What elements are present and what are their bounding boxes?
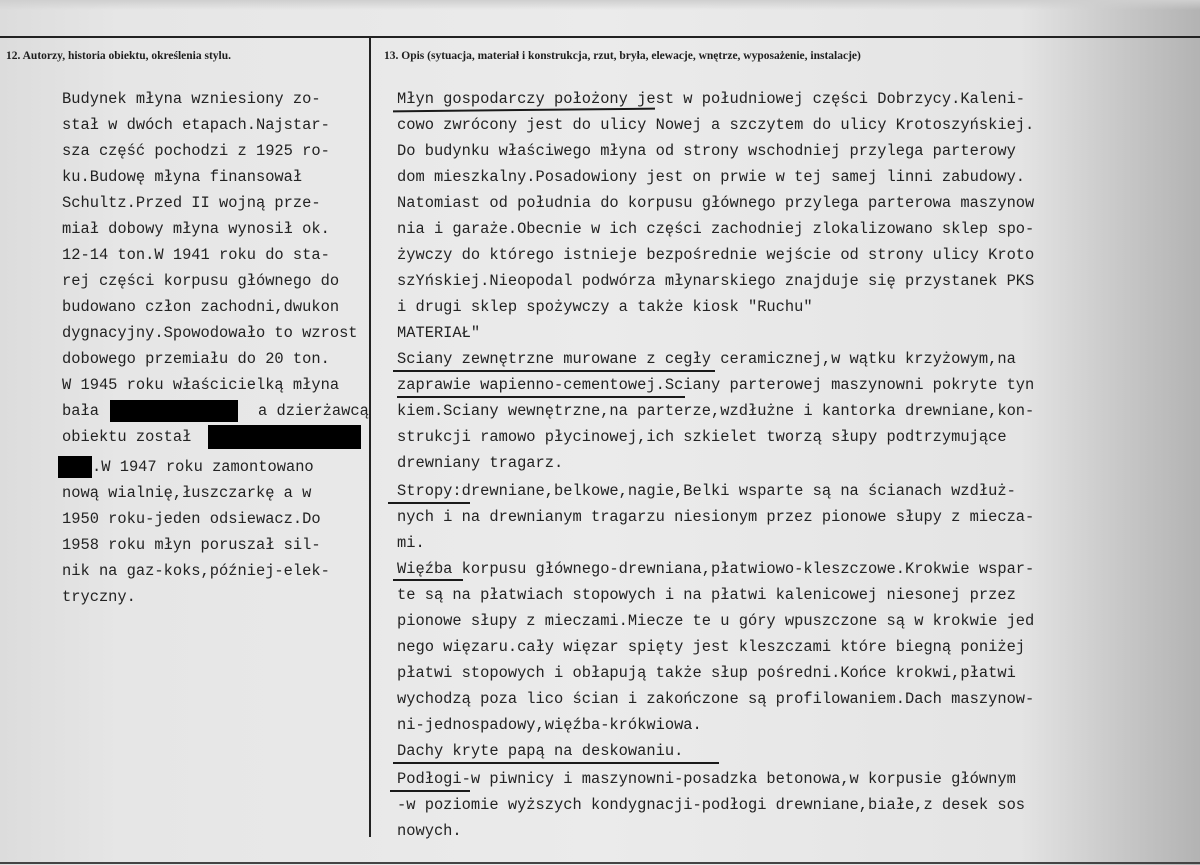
- description-line: szYńskiej.Nieopodal podwórza młynarskiego znajduje się przystanek PKS: [397, 272, 1035, 290]
- history-line: .W 1947 roku zamontowano: [92, 458, 314, 476]
- description-line: drewniany tragarz.: [397, 454, 564, 472]
- top-rule: [0, 36, 1200, 38]
- redaction-bar: [208, 425, 361, 449]
- history-line: 1958 roku młyn poruszał sil-: [62, 536, 321, 554]
- handwritten-underline: [393, 108, 655, 113]
- column-divider: [369, 37, 371, 837]
- description-line: nia i garaże.Obecnie w ich części zachodniej zlokalizowano sklep spo-: [397, 220, 1035, 238]
- section-13-header: 13. Opis (sytuacja, materiał i konstrukcja, rzut, bryła, elewacje, wnętrze, wyposażenie, instalacje): [384, 50, 861, 62]
- history-line: W 1945 roku właścicielką młyna: [62, 376, 340, 394]
- description-line: Sciany zewnętrzne murowane z cegły ceramicznej,w wątku krzyżowym,na: [397, 350, 1016, 368]
- history-line: Schultz.Przed II wojną prze-: [62, 194, 321, 212]
- description-line: dom mieszkalny.Posadowiony jest on prwie w tej samej linni zabudowy.: [397, 168, 1026, 186]
- description-line: kiem.Sciany wewnętrzne,na parterze,wzdłużne i kantorka drewniane,kon-: [397, 402, 1035, 420]
- history-line: ku.Budowę młyna finansował: [62, 168, 303, 186]
- history-line: 12-14 ton.W 1941 roku do sta-: [62, 246, 330, 264]
- description-line: cowo zwrócony jest do ulicy Nowej a szczytem do ulicy Krotoszyńskiej.: [397, 116, 1035, 134]
- history-line: dygnacyjny.Spowodowało to wzrost: [62, 324, 358, 342]
- section-12-header: 12. Autorzy, historia obiektu, określenia stylu.: [6, 50, 232, 62]
- description-line: pionowe słupy z mieczami.Miecze te u góry wpuszczone są w krokwie jed: [397, 612, 1035, 630]
- history-line: sza część pochodzi z 1925 ro-: [62, 142, 330, 160]
- handwritten-underline: [393, 370, 715, 372]
- description-line: nych i na drewnianym tragarzu niesionym przez pionowe słupy z miecza-: [397, 508, 1035, 526]
- description-line: Więźba korpusu głównego-drewniana,płatwiowo-kleszczowe.Krokwie wspar-: [397, 560, 1035, 578]
- handwritten-underline: [390, 790, 470, 792]
- handwritten-underline: [388, 502, 470, 504]
- description-line: wychodzą poza lico ścian i zakończone są profilowaniem.Dach maszynow-: [397, 690, 1035, 708]
- handwritten-underline: [393, 579, 463, 581]
- history-line: tryczny.: [62, 588, 136, 606]
- description-line: Do budynku właściwego młyna od strony wschodniej przylega parterowy: [397, 142, 1016, 160]
- description-line: Natomiast od południa do korpusu głównego przylega parterowa maszynow: [397, 194, 1035, 212]
- history-line: bała: [62, 402, 99, 420]
- history-line: a dzierżawcą: [258, 402, 369, 420]
- description-line: -w poziomie wyższych kondygnacji-podłogi drewniane,białe,z desek sos: [397, 796, 1026, 814]
- history-line: rej części korpusu głównego do: [62, 272, 340, 290]
- redaction-bar: [110, 400, 238, 422]
- history-line: nik na gaz-koks,później-elek-: [62, 562, 330, 580]
- description-line: Podłogi-w piwnicy i maszynowni-posadzka betonowa,w korpusie głównym: [397, 770, 1016, 788]
- bottom-rule: [0, 862, 1200, 864]
- description-line: nego więzaru.cały więzar spięty jest kleszczami które biegną poniżej: [397, 638, 1026, 656]
- description-line: ni-jednospadowy,więźba-krókwiowa.: [397, 716, 702, 734]
- description-line: płatwi stopowych i obłapują także słup pośredni.Końce krokwi,płatwi: [397, 664, 1016, 682]
- description-line: Dachy kryte papą na deskowaniu.: [397, 742, 684, 760]
- description-line: żywczy do którego istnieje bezpośrednie wejście od strony ulicy Kroto: [397, 246, 1035, 264]
- history-line: budowano człon zachodni,dwukon: [62, 298, 340, 316]
- description-line: te są na płatwiach stopowych i na płatwi kalenicowej niesonej przez: [397, 586, 1016, 604]
- history-line: obiektu został: [62, 428, 192, 446]
- description-line: nowych.: [397, 822, 462, 840]
- description-line: strukcji ramowo płycinowej,ich szkielet tworzą słupy podtrzymujące: [397, 428, 1007, 446]
- description-line: Stropy:drewniane,belkowe,nagie,Belki wsparte są na ścianach wzdłuż-: [397, 482, 1016, 500]
- history-line: nową wialnię,łuszczarkę a w: [62, 484, 312, 502]
- history-line: miał dobowy młyna wynosił ok.: [62, 220, 330, 238]
- redaction-bar: [58, 456, 92, 478]
- history-line: stał w dwóch etapach.Najstar-: [62, 116, 330, 134]
- description-line: zaprawie wapienno-cementowej.Sciany parterowej maszynowni pokryte tyn: [397, 376, 1035, 394]
- material-heading: MATERIAŁ": [397, 324, 481, 342]
- scan-shadow: [0, 0, 1200, 10]
- description-line: i drugi sklep spożywczy a także kiosk "Ruchu": [397, 298, 813, 316]
- handwritten-underline: [393, 762, 719, 764]
- description-line: Młyn gospodarczy położony jest w południowej części Dobrzycy.Kaleni-: [397, 90, 1026, 108]
- description-line: mi.: [397, 534, 425, 552]
- handwritten-underline: [397, 396, 685, 398]
- history-line: Budynek młyna wzniesiony zo-: [62, 90, 321, 108]
- history-line: 1950 roku-jeden odsiewacz.Do: [62, 510, 321, 528]
- history-line: dobowego przemiału do 20 ton.: [62, 350, 330, 368]
